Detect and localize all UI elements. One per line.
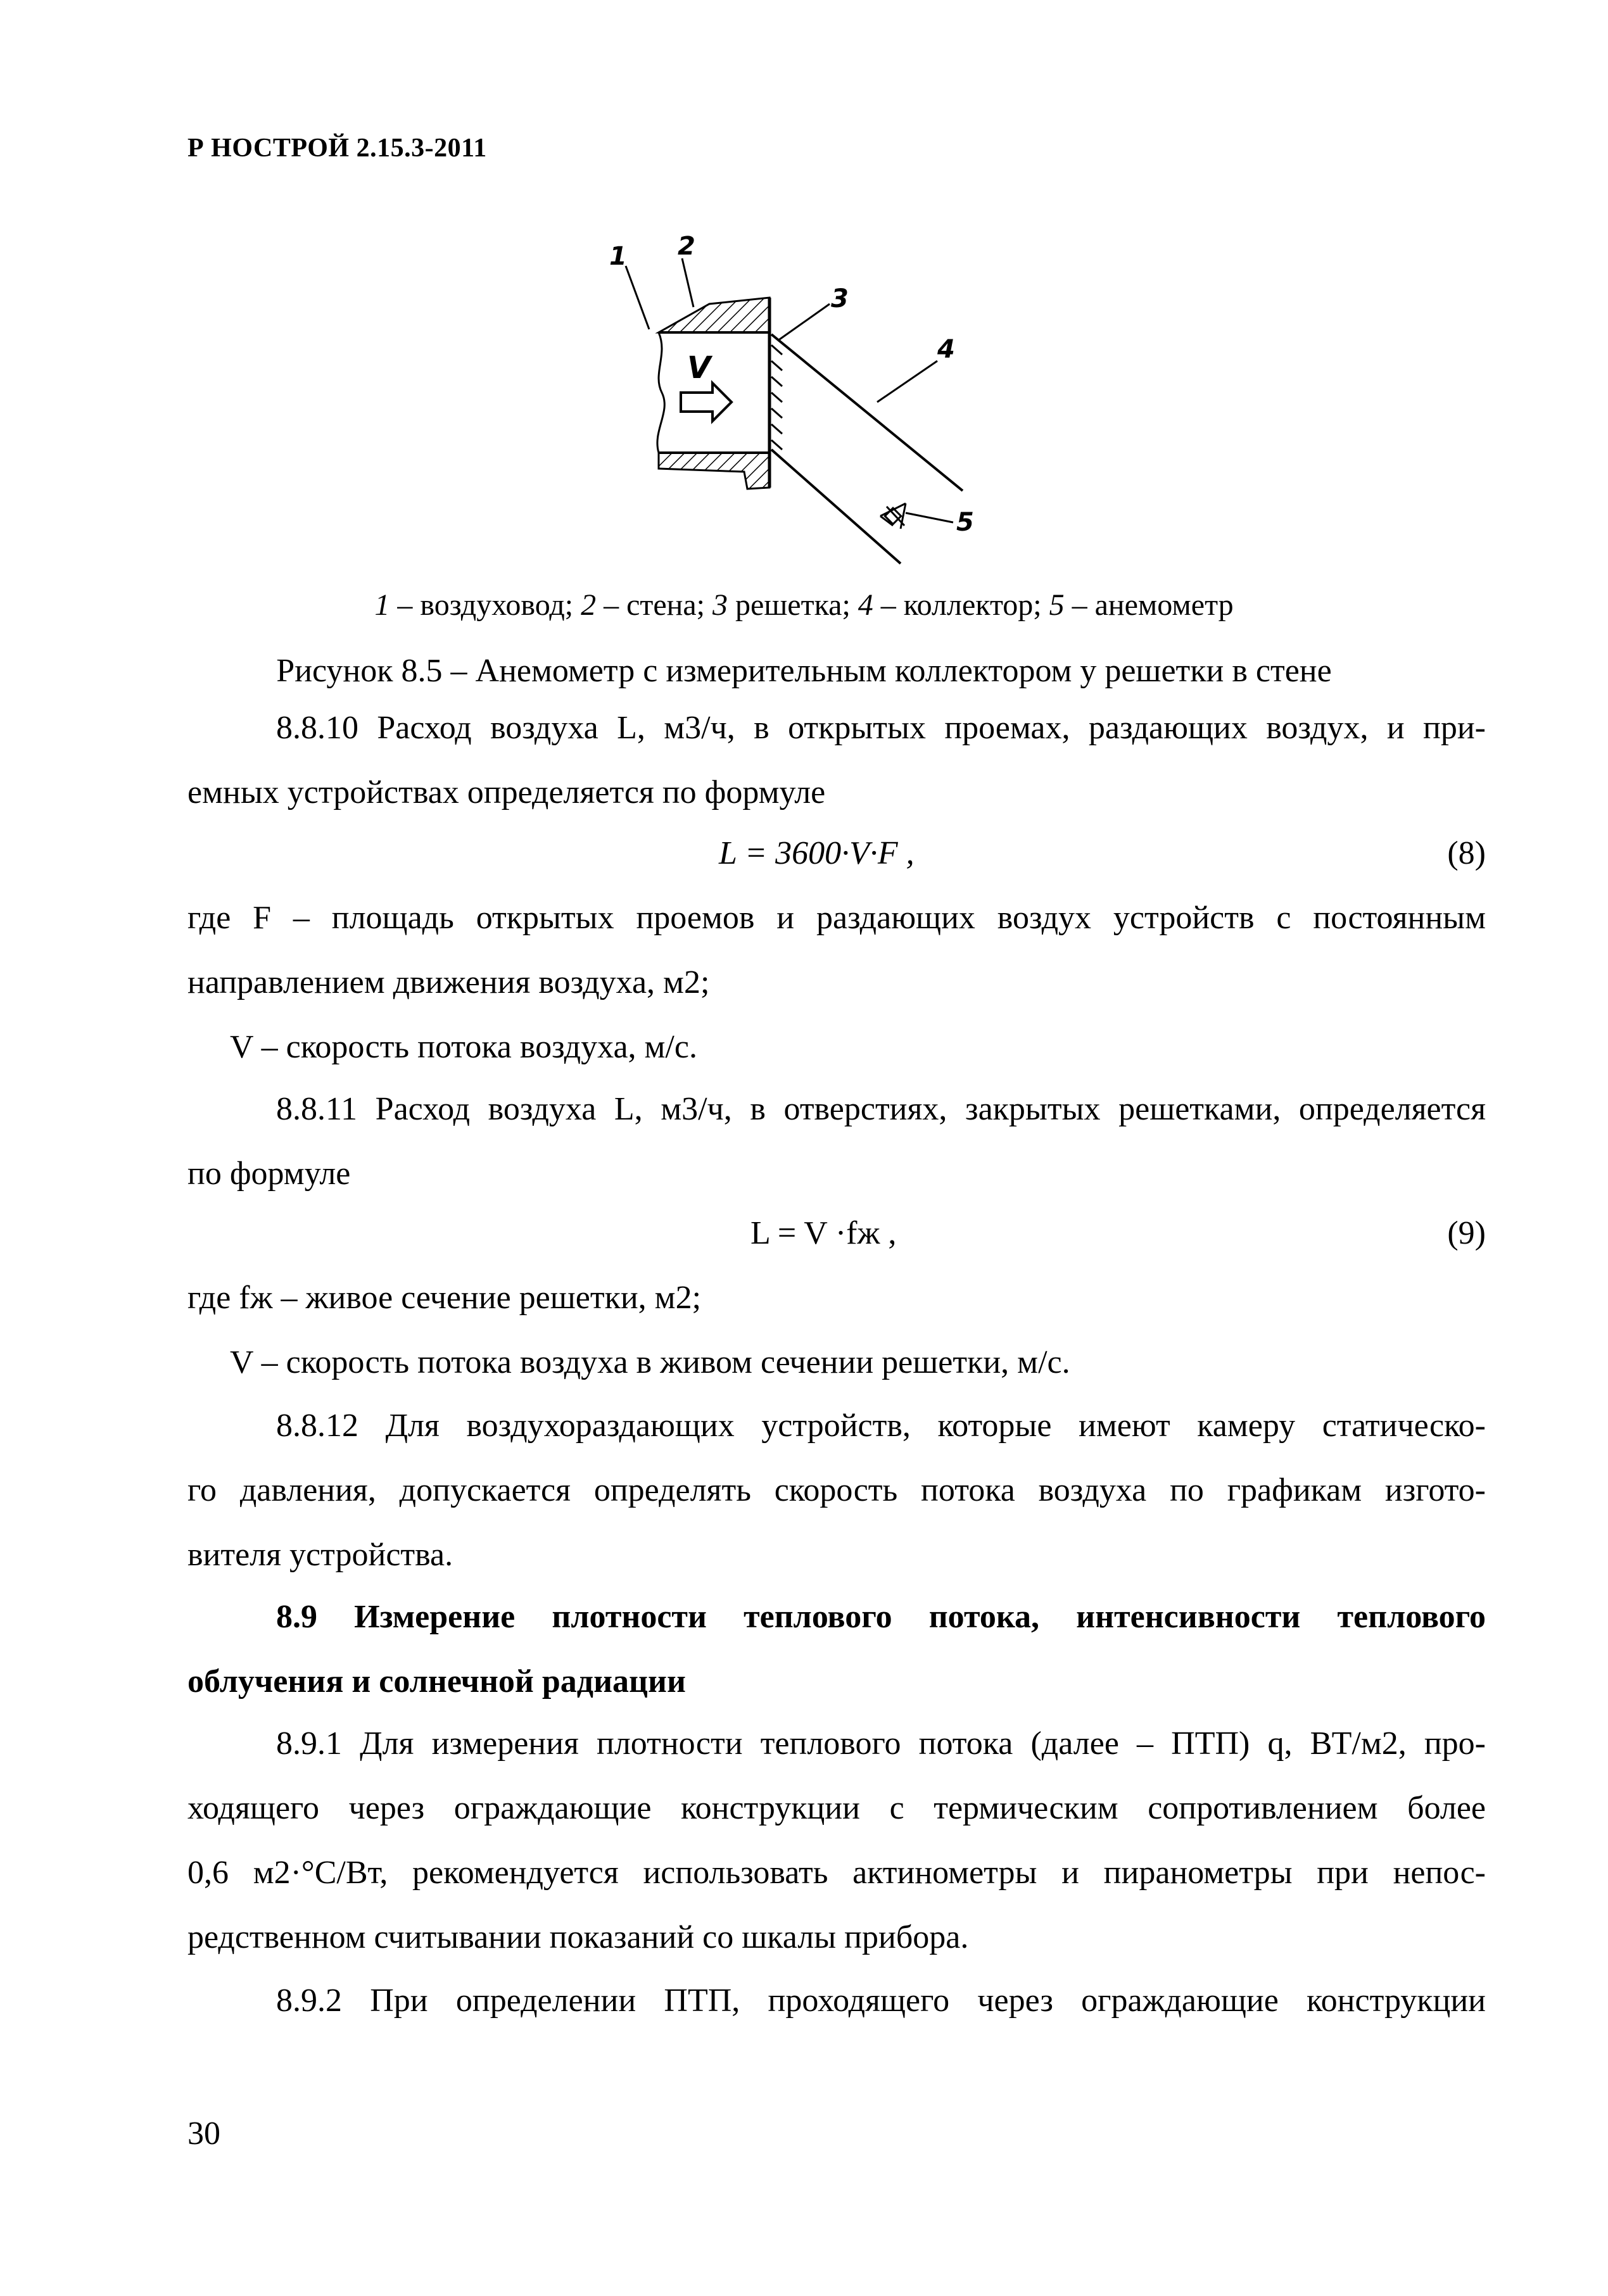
legend-text-4: – коллектор; — [873, 588, 1049, 622]
equation-number-8: (8) — [1447, 835, 1486, 871]
legend-num-5: 5 — [1049, 588, 1065, 622]
equation-number-9: (9) — [1447, 1215, 1486, 1251]
anemometer-icon — [880, 503, 906, 529]
legend-num-2: 2 — [581, 588, 597, 622]
s8810-where-f-line1: где F – площадь открытых проемов и раздающих воздух устройств с постоянным — [187, 900, 1486, 936]
document-code-header: Р НОСТРОЙ 2.15.3-2011 — [187, 134, 487, 163]
leader-lines — [626, 258, 953, 522]
formula-9: L = V ·fж , — [750, 1215, 897, 1251]
page-number: 30 — [187, 2116, 220, 2152]
s8811-line2: по формуле — [187, 1156, 351, 1192]
wall-bottom-hatch — [659, 453, 769, 489]
figure-title: Рисунок 8.5 – Анемометр с измерительным коллектором у решетки в стене — [276, 653, 1332, 689]
s8812-line2: го давления, допускается определять скорость потока воздуха по графикам изгото- — [187, 1472, 1486, 1508]
formula-8: L = 3600·V·F , — [719, 835, 915, 871]
s8812-line1: 8.8.12 Для воздухораздающих устройств, которые имеют камеру статическо- — [276, 1408, 1486, 1444]
duct-break-line — [657, 332, 664, 453]
grille-ticks — [771, 345, 782, 450]
legend-num-4: 4 — [858, 588, 873, 622]
legend-text-2: – стена; — [596, 588, 713, 622]
s8811-line1: 8.8.11 Расход воздуха L, м3/ч, в отверстиях, закрытых решетками, определяется — [276, 1091, 1486, 1127]
legend-text-1: – воздуховод; — [389, 588, 581, 622]
duct-outline — [659, 332, 769, 453]
anemometer-diagram — [608, 228, 1051, 583]
section-8-9-heading-line2: облучения и солнечной радиации — [187, 1663, 686, 1700]
label-5: 5 — [956, 508, 974, 537]
s8810-line2: емных устройствах определяется по формуле — [187, 774, 826, 811]
label-velocity: V — [687, 350, 711, 386]
label-4: 4 — [937, 335, 955, 364]
s8810-where-f-line2: направлением движения воздуха, м2; — [187, 964, 710, 1000]
collector-upper-line — [771, 334, 963, 491]
s8811-where-f: где fж – живое сечение решетки, м2; — [187, 1280, 702, 1316]
label-3: 3 — [831, 284, 849, 313]
s8812-line3: вителя устройства. — [187, 1537, 453, 1573]
s891-line3: 0,6 м2·°С/Вт, рекомендуется использовать актинометры и пиранометры при непос- — [187, 1855, 1486, 1891]
label-1: 1 — [609, 242, 627, 271]
legend-num-3: 3 — [712, 588, 728, 622]
s8811-where-v: V – скорость потока воздуха в живом сечении решетки, м/с. — [230, 1344, 1070, 1380]
s8810-line1: 8.8.10 Расход воздуха L, м3/ч, в открытых проемах, раздающих воздух, и при- — [276, 710, 1486, 746]
anemometer-figure — [608, 228, 1051, 583]
wall-top-hatch — [659, 298, 769, 332]
s8810-where-v: V – скорость потока воздуха, м/с. — [230, 1029, 697, 1065]
legend-num-1: 1 — [374, 588, 390, 622]
label-2: 2 — [678, 232, 695, 261]
section-8-9-heading-line1: 8.9 Измерение плотности теплового потока, интенсивности теплового — [276, 1599, 1486, 1635]
legend-text-5: – анемометр — [1064, 588, 1234, 622]
airflow-arrow — [681, 383, 731, 421]
legend-text-3: решетка; — [728, 588, 858, 622]
s891-line1: 8.9.1 Для измерения плотности теплового потока (далее – ПТП) q, ВТ/м2, про- — [276, 1725, 1486, 1762]
s892-line1: 8.9.2 При определении ПТП, проходящего через ограждающие конструкции — [276, 1983, 1486, 2019]
s891-line4: редственном считывании показаний со шкалы прибора. — [187, 1919, 969, 1955]
figure-legend — [0, 588, 1608, 622]
collector-lower-line — [771, 450, 901, 564]
s891-line2: ходящего через ограждающие конструкции с термическим сопротивлением более — [187, 1790, 1486, 1826]
